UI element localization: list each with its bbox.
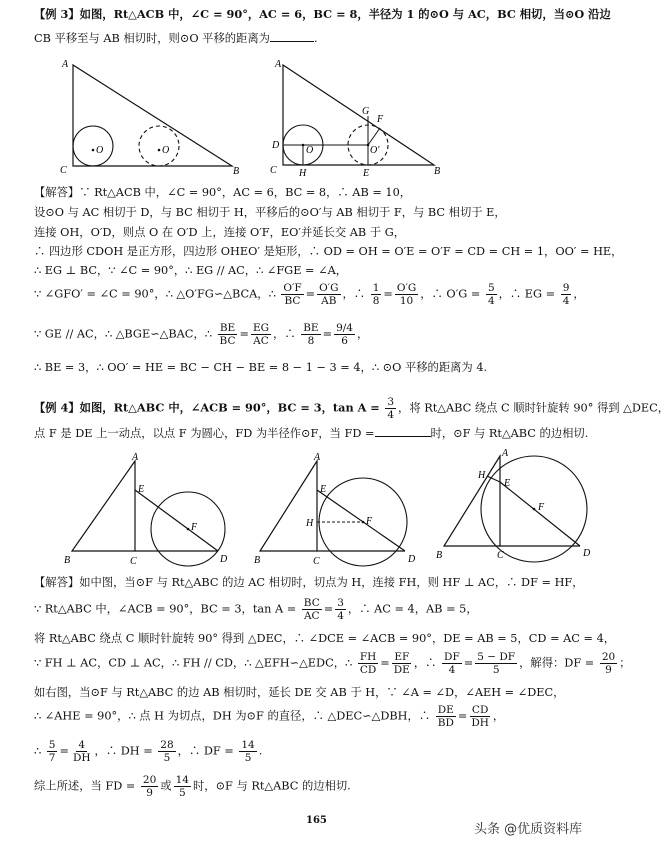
label-a: A [502, 448, 509, 459]
label-f: F [538, 502, 545, 513]
frac: $\frac{4}{DH}$ [72, 739, 91, 764]
ex4-answer-blank [375, 425, 431, 437]
frac: $\frac{O'F}{BC}$ [283, 282, 302, 307]
label-d: D [408, 554, 416, 565]
label-c: C [313, 556, 320, 567]
label-b: B [64, 555, 71, 566]
ex4-solution-line8: 综上所述，当 FD = $\frac{20}{9}$ 或 $\frac{14}{5}$ 时，⊙F 与 Rt△ABC 的边相切. [34, 774, 351, 799]
ex4-question-line1: 【例 4】如图，Rt△ABC 中，∠ACB = 90°，BC = 3，tan A = $\frac{3}{4}$ ，将 Rt△ABC 绕点 C 顺时针旋转 90° 得到 △DEC， [34, 396, 669, 421]
frac: $\frac{EF}{DE}$ [393, 651, 410, 676]
ex4-question-line2: 点 F 是 DE 上一动点，以点 F 为圆心，FD 为半径作⊙F，当 FD = 时，⊙F 与 Rt△ABC 的边相切. [34, 427, 589, 440]
ex4-solution-line4: ∵ FH ⊥ AC，CD ⊥ AC，∴ FH // CD，∴ △EFH∽△EDC，∴ $\frac{FH}{CD}$ = $\frac{EF}{DE}$ ，∴ $\frac{DF}{4}$ = $\frac{5 - DF}{5}$ ，解得：DF = $\frac{20}{9}$ ； [34, 651, 631, 676]
ex3-answer-blank [270, 30, 314, 42]
ex4-solution-line1: 【解答】如中图，当⊙F 与 Rt△ABC 的边 AC 相切时，切点为 H，连接 FH，则 HF ⊥ AC，∴ DF = HF， [34, 576, 584, 589]
label-e: E [320, 484, 327, 495]
frac: $\frac{O'G}{AB}$ [319, 282, 339, 307]
ex4-solution-line5: 如右图，当⊙F 与 Rt△ABC 的边 AB 相切时，延长 DE 交 AB 于 H，∵ ∠A = ∠D，∠AEH = ∠DEC， [34, 686, 565, 699]
ex4-solution-line6: ∴ ∠AHE = 90°，∴ 点 H 为切点，DH 为⊙F 的直径，∴ △DEC∽△DBH，∴ $\frac{DE}{BD}$ = $\frac{CD}{DH}$ ， [34, 704, 505, 729]
label-h: H [478, 470, 486, 481]
ex4-figure-left [60, 452, 240, 570]
label-b: B [254, 555, 261, 566]
ex3-solution-line1: 【解答】∵ Rt△ACB 中，∠C = 90°，AC = 6，BC = 8，∴ AB = 10， [34, 186, 412, 199]
label-d: D [272, 140, 280, 151]
label-d: D [220, 554, 228, 565]
label-a: A [62, 59, 69, 70]
frac: $\frac{9/4}{6}$ [336, 322, 353, 347]
ex3-solution-line8: ∴ BE = 3，∴ OO′ = HE = BC − CH − BE = 8 − 1 − 3 = 4，∴ ⊙O 平移的距离为 4. [34, 361, 488, 374]
label-f: F [191, 522, 198, 533]
label-o: O [96, 145, 104, 156]
label-e: E [504, 478, 511, 489]
label-b: B [434, 166, 441, 177]
ex3-question-line1: 【例 3】如图，Rt△ACB 中，∠C = 90°，AC = 6，BC = 8，半径为 1 的⊙O 与 AC，BC 相切，当⊙O 沿边 [34, 7, 611, 21]
ex3-solution-line6: ∵ ∠GFO′ = ∠C = 90°，∴ △O′FG∽△BCA，∴ $\frac{O'F}{BC}$ = $\frac{O'G}{AB}$ ，∴ $\frac{1}{8}$ = $\frac{O'G}{10}$ ，∴ O′G = $\frac{5}{4}$ ，∴ EG = $\frac{9}{4}$ ， [34, 282, 585, 307]
label-c: C [497, 550, 504, 561]
ex4-solution-line7: ∴ $\frac{5}{7}$ = $\frac{4}{DH}$ ，∴ DH = $\frac{28}{5}$ ，∴ DF = $\frac{14}{5}$ . [34, 739, 263, 764]
ex3-solution-line2: 设⊙O 与 AC 相切于 D，与 BC 相切于 H，平移后的⊙O′与 AB 相切于 F，与 BC 相切于 E， [34, 206, 506, 219]
circle-o [73, 126, 113, 166]
ex4-figure-middle [250, 452, 420, 570]
frac: $\frac{BE}{8}$ [303, 322, 319, 347]
frac: $\frac{BC}{AC}$ [303, 597, 320, 622]
label-h: H [299, 168, 307, 179]
ex3-figure-right [266, 56, 466, 178]
frac: $\frac{1}{8}$ [372, 282, 380, 307]
label-a: A [132, 452, 139, 463]
label-e: E [363, 168, 370, 179]
frac: $\frac{FH}{CD}$ [359, 651, 377, 676]
label-o-prime: O′ [370, 145, 380, 156]
watermark: 头条 @优质资料库 [474, 822, 583, 837]
frac: $\frac{DF}{4}$ [444, 651, 460, 676]
frac: $\frac{CD}{DH}$ [471, 704, 489, 729]
label-f: F [377, 114, 384, 125]
label-a: A [275, 59, 282, 70]
frac: $\frac{3}{4}$ [337, 597, 344, 622]
frac: $\frac{20}{9}$ [601, 651, 616, 676]
label-b: B [233, 166, 240, 177]
label-d: D [583, 548, 591, 559]
frac: $\frac{3}{4}$ [387, 396, 395, 421]
frac: $\frac{EG}{AC}$ [252, 322, 270, 347]
ex4-figure-right [430, 446, 610, 564]
ex3-question-line2: CB 平移至与 AB 相切时，则⊙O 平移的距离为 . [34, 32, 318, 45]
ex3-solution-line4: ∴ 四边形 CDOH 是正方形，四边形 OHEO′ 是矩形，∴ OD = OH = O′E = O′F = CD = CH = 1，OO′ = HE， [34, 245, 623, 258]
frac: $\frac{14}{5}$ [175, 774, 189, 799]
label-c: C [130, 556, 137, 567]
frac: $\frac{9}{4}$ [562, 282, 570, 307]
frac: $\frac{5}{4}$ [487, 282, 495, 307]
label-o-2: O [162, 145, 170, 156]
frac: $\frac{DE}{BD}$ [437, 704, 454, 729]
frac: $\frac{14}{5}$ [241, 739, 255, 764]
label-a: A [314, 452, 321, 463]
label-e: E [138, 484, 145, 495]
label-c: C [60, 165, 67, 176]
ex3-solution-line7: ∵ GE // AC，∴ △BGE∽△BAC，∴ $\frac{BE}{BC}$ = $\frac{EG}{AC}$ ，∴ $\frac{BE}{8}$ = $\frac{9/4}{6}$ ， [34, 322, 369, 347]
label-f: F [366, 516, 373, 527]
frac: $\frac{20}{9}$ [142, 774, 157, 799]
ex3-solution-line5: ∴ EG ⊥ BC，∵ ∠C = 90°，∴ EG // AC，∴ ∠FGE = ∠A， [34, 264, 348, 277]
label-g: G [362, 106, 370, 117]
label-o: O [306, 145, 314, 156]
ex4-solution-line3: 将 Rt△ABC 绕点 C 顺时针旋转 90° 得到 △DEC，∴ ∠DCE = ∠ACB = 90°，DE = AB = 5，CD = AC = 4， [34, 632, 616, 645]
ex3-solution-line3: 连接 OH，O′D，则点 O 在 O′D 上，连接 O′F，EO′并延长交 AB 于 G， [34, 226, 406, 239]
label-h: H [306, 518, 314, 529]
frac: $\frac{5}{7}$ [48, 739, 56, 764]
frac: $\frac{BE}{BC}$ [219, 322, 236, 347]
ex3-figure-left [56, 56, 246, 176]
frac: $\frac{28}{5}$ [160, 739, 174, 764]
label-b: B [436, 550, 443, 561]
page-number: 165 [306, 815, 327, 826]
label-c: C [270, 165, 277, 176]
frac: $\frac{5 - DF}{5}$ [477, 651, 516, 676]
ex4-solution-line2: ∵ Rt△ABC 中，∠ACB = 90°，BC = 3，tan A = $\frac{BC}{AC}$ = $\frac{3}{4}$ ，∴ AC = 4，AB = 5， [34, 597, 478, 622]
circle-o-moved [139, 126, 179, 166]
frac: $\frac{O'G}{10}$ [396, 282, 417, 307]
